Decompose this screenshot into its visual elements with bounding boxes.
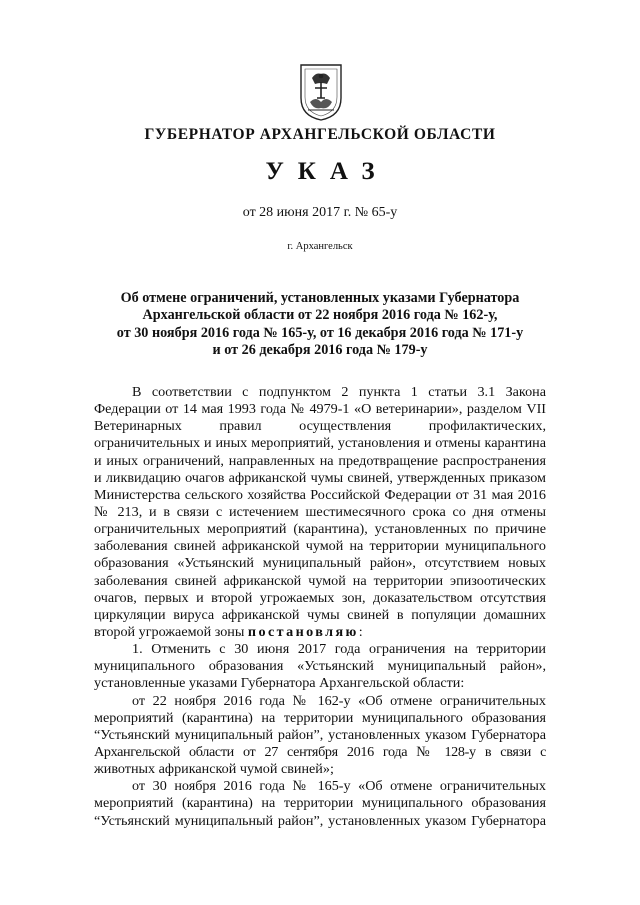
body-line: образования «Устьянский муниципальный район», отсутствием новых	[94, 555, 546, 572]
subitem-line: от 22 ноября 2016 года № 162-у «Об отмене ограничительных	[132, 692, 546, 709]
body-line: заболевания свиней африканской чумой на территории муниципального	[94, 538, 546, 555]
coat-of-arms-icon	[298, 62, 344, 122]
city-label: г. Архангельск	[287, 241, 353, 252]
body-line: и ликвидацию очагов африканской чумы свиней, утвержденных приказом	[94, 469, 546, 486]
item1-line: 1. Отменить с 30 июня 2017 года ограничения на территории	[132, 641, 546, 658]
subitem-line: мероприятий (карантина) на территории муниципального образования	[94, 709, 546, 726]
body-line: Министерства сельского хозяйства Российской Федерации от 31 мая 2016	[94, 486, 546, 503]
body-line: Федерации от 14 мая 1993 года № 4979-1 «О ветеринарии», разделом VII	[94, 401, 546, 418]
decree-prefix: второй угрожаемой зоны	[94, 623, 248, 640]
body-line: ограничительных и иных мероприятий, установления и отмены карантина	[94, 435, 546, 452]
subitem-line: от 30 ноября 2016 года № 165-у «Об отмене ограничительных	[132, 778, 546, 795]
title-line: Архангельской области от 22 ноября 2016 года № 162-у,	[142, 307, 498, 324]
subitem-line: “Устьянский муниципальный район”, установленных указом Губернатора	[94, 812, 546, 829]
subitem-line: животных африканской чумой свиней»;	[94, 761, 334, 778]
item1-line: установленные указами Губернатора Архангельской области:	[94, 675, 465, 692]
decree-suffix: :	[358, 623, 363, 640]
governor-heading: ГУБЕРНАТОР АРХАНГЕЛЬСКОЙ ОБЛАСТИ	[144, 126, 496, 143]
subitem-line: мероприятий (карантина) на территории муниципального образования	[94, 795, 546, 812]
item1-line: муниципального образования «Устьянский муниципальный район»,	[94, 658, 546, 675]
title-line: Об отмене ограничений, установленных указами Губернатора	[120, 290, 520, 306]
body-line: В соответствии с подпунктом 2 пункта 1 статьи 3.1 Закона	[132, 384, 546, 400]
decree-title	[100, 290, 540, 359]
body-line: Ветеринарных правил осуществления профилактических,	[94, 418, 546, 435]
subitem-line: Архангельской области от 27 сентября 2016 года № 128-у в связи с	[94, 743, 546, 760]
body-line: ограничительных мероприятий (карантина), установленных по причине	[94, 521, 546, 538]
title-line: и от 26 декабря 2016 года № 179-у	[212, 341, 428, 358]
body-line: циркуляции вируса африканской чумы свиней в популяции домашних	[94, 606, 546, 623]
body-line: очагов, первых и второй угрожаемых зон, доказательством отсутствия	[94, 589, 546, 606]
document-type-heading: УКАЗ	[265, 158, 389, 185]
body-line: № 213, и в связи с истечением шестимесячного срока со дня отмены	[94, 503, 546, 520]
decree-keyword: постановляю	[247, 623, 359, 640]
decree-line	[94, 624, 546, 641]
body-line: заболевания свиней африканской чумой на территории эпизоотических	[94, 572, 546, 589]
date-number: от 28 июня 2017 г. № 65-у	[242, 205, 398, 220]
body-line: и иных ограничений, направленных на предотвращение распространения	[94, 452, 546, 469]
decree-body	[94, 384, 546, 830]
title-line: от 30 ноября 2016 года № 165-у, от 16 декабря 2016 года № 171-у	[116, 324, 524, 341]
subitem-line: “Устьянский муниципальный район”, установленных указом Губернатора	[94, 726, 546, 743]
